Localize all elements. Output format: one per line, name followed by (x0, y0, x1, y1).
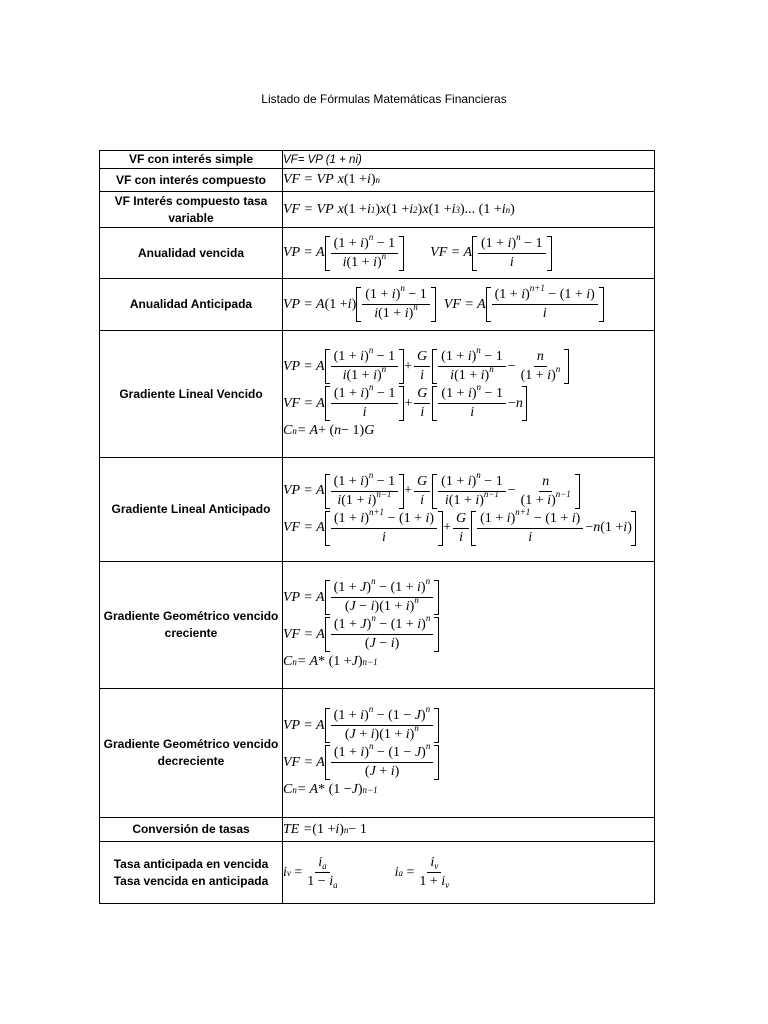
row-label: VF Interés compuesto tasa variable (100, 192, 283, 228)
formula-expression: i v = $\frac{i_a}{1 - i_a}$ i a = $\frac{i_v}{1 + i_v}$ (283, 855, 450, 890)
table-row (100, 169, 655, 192)
formula-expression: C n = A * (1 − J ) n−1 (283, 782, 378, 797)
formula-expression: VP = A $\frac{(1 + i)^n - 1}{i(1 + i)^{n-1}}$ + $\frac{G}{i}$ $\frac{(1 + i)^n - 1}{i(1 + i)^{n-1}}$ − $\frac{n}{(1 + i)^{n-1}}$ (283, 474, 654, 509)
formula-expression: VF = VP x (1 + i ) n (283, 172, 380, 187)
formula-expression: VP = A $\frac{(1 + i)^n - (1 - J)^n}{(J + i)(1 + i)^n}$ (283, 708, 654, 743)
formula-expression: VF = A $\frac{(1 + i)^n - 1}{i}$ + $\frac{G}{i}$ $\frac{(1 + i)^n - 1}{i}$ − n (283, 386, 654, 421)
formula-cell (283, 169, 655, 192)
row-label: Conversión de tasas (100, 818, 283, 842)
table-row (100, 818, 655, 842)
formula-expression: C n = A * (1 + J ) n−1 (283, 654, 378, 669)
table-row (100, 331, 655, 458)
row-label: Gradiente Lineal Anticipado (100, 458, 283, 562)
row-label: Tasa anticipada en vencida Tasa vencida en anticipada (100, 842, 283, 904)
formula-cell (283, 842, 655, 904)
formula-cell (283, 151, 655, 169)
formula-expression: VP = A $\frac{(1 + i)^n - 1}{i(1 + i)^n}$ + $\frac{G}{i}$ $\frac{(1 + i)^n - 1}{i(1 + i)^n}$ − $\frac{n}{(1 + i)^n}$ (283, 349, 654, 384)
row-label: VF con interés compuesto (100, 169, 283, 192)
table-row (100, 151, 655, 169)
formula-cell (283, 458, 655, 562)
formula-expression: C n = A + ( n − 1) G (283, 423, 375, 438)
formula-expression: VP = A $\frac{(1 + J)^n - (1 + i)^n}{(J - i)(1 + i)^n}$ (283, 580, 654, 615)
table-row (100, 192, 655, 228)
table-row (100, 279, 655, 331)
formula-expression: VF = A $\frac{(1 + i)^n - (1 - J)^n}{(J + i)}$ (283, 745, 654, 780)
formula-expression: TE = (1 + i ) n − 1 (283, 821, 367, 837)
document-title: Listado de Fórmulas Matemáticas Financieras (261, 92, 507, 106)
formula-cell (283, 331, 655, 458)
formula-expression: VP = A (1 + i ) $\frac{(1 + i)^n - 1}{i(1 + i)^n}$ VF = A $\frac{(1 + i)^{n+1} - (1 + i)}{i}$ (283, 287, 654, 322)
row-label: Gradiente Geométrico vencido creciente (100, 562, 283, 689)
formula-expression: VF = A $\frac{(1 + J)^n - (1 + i)^n}{(J - i)}$ (283, 617, 654, 652)
formula-cell (283, 562, 655, 689)
row-label: Anualidad vencida (100, 228, 283, 279)
row-label: Anualidad Anticipada (100, 279, 283, 331)
formula-cell (283, 818, 655, 842)
formula-table (99, 150, 655, 904)
table-row (100, 228, 655, 279)
row-label: VF con interés simple (100, 151, 283, 169)
formula-cell (283, 228, 655, 279)
formula-expression: VF = A $\frac{(1 + i)^{n+1} - (1 + i)}{i}$ + $\frac{G}{i}$ $\frac{(1 + i)^{n+1} - (1 + i)}{i}$ − n (1 + i ) (283, 511, 654, 546)
formula-cell (283, 689, 655, 818)
table-row (100, 689, 655, 818)
table-row (100, 562, 655, 689)
formula-cell (283, 192, 655, 228)
table-row (100, 458, 655, 562)
formula-expression: VF = VP x (1 + i 1 ) x (1 + i 2 ) x (1 + i 3 )... (1 + i n ) (283, 201, 515, 217)
table-row (100, 842, 655, 904)
row-label: Gradiente Geométrico vencido decreciente (100, 689, 283, 818)
formula-text: VF= VP (1 + ni) (283, 153, 362, 166)
formula-expression: VP = A $\frac{(1 + i)^n - 1}{i(1 + i)^n}$ VF = A $\frac{(1 + i)^n - 1}{i}$ (283, 236, 654, 271)
row-label: Gradiente Lineal Vencido (100, 331, 283, 458)
formula-cell (283, 279, 655, 331)
